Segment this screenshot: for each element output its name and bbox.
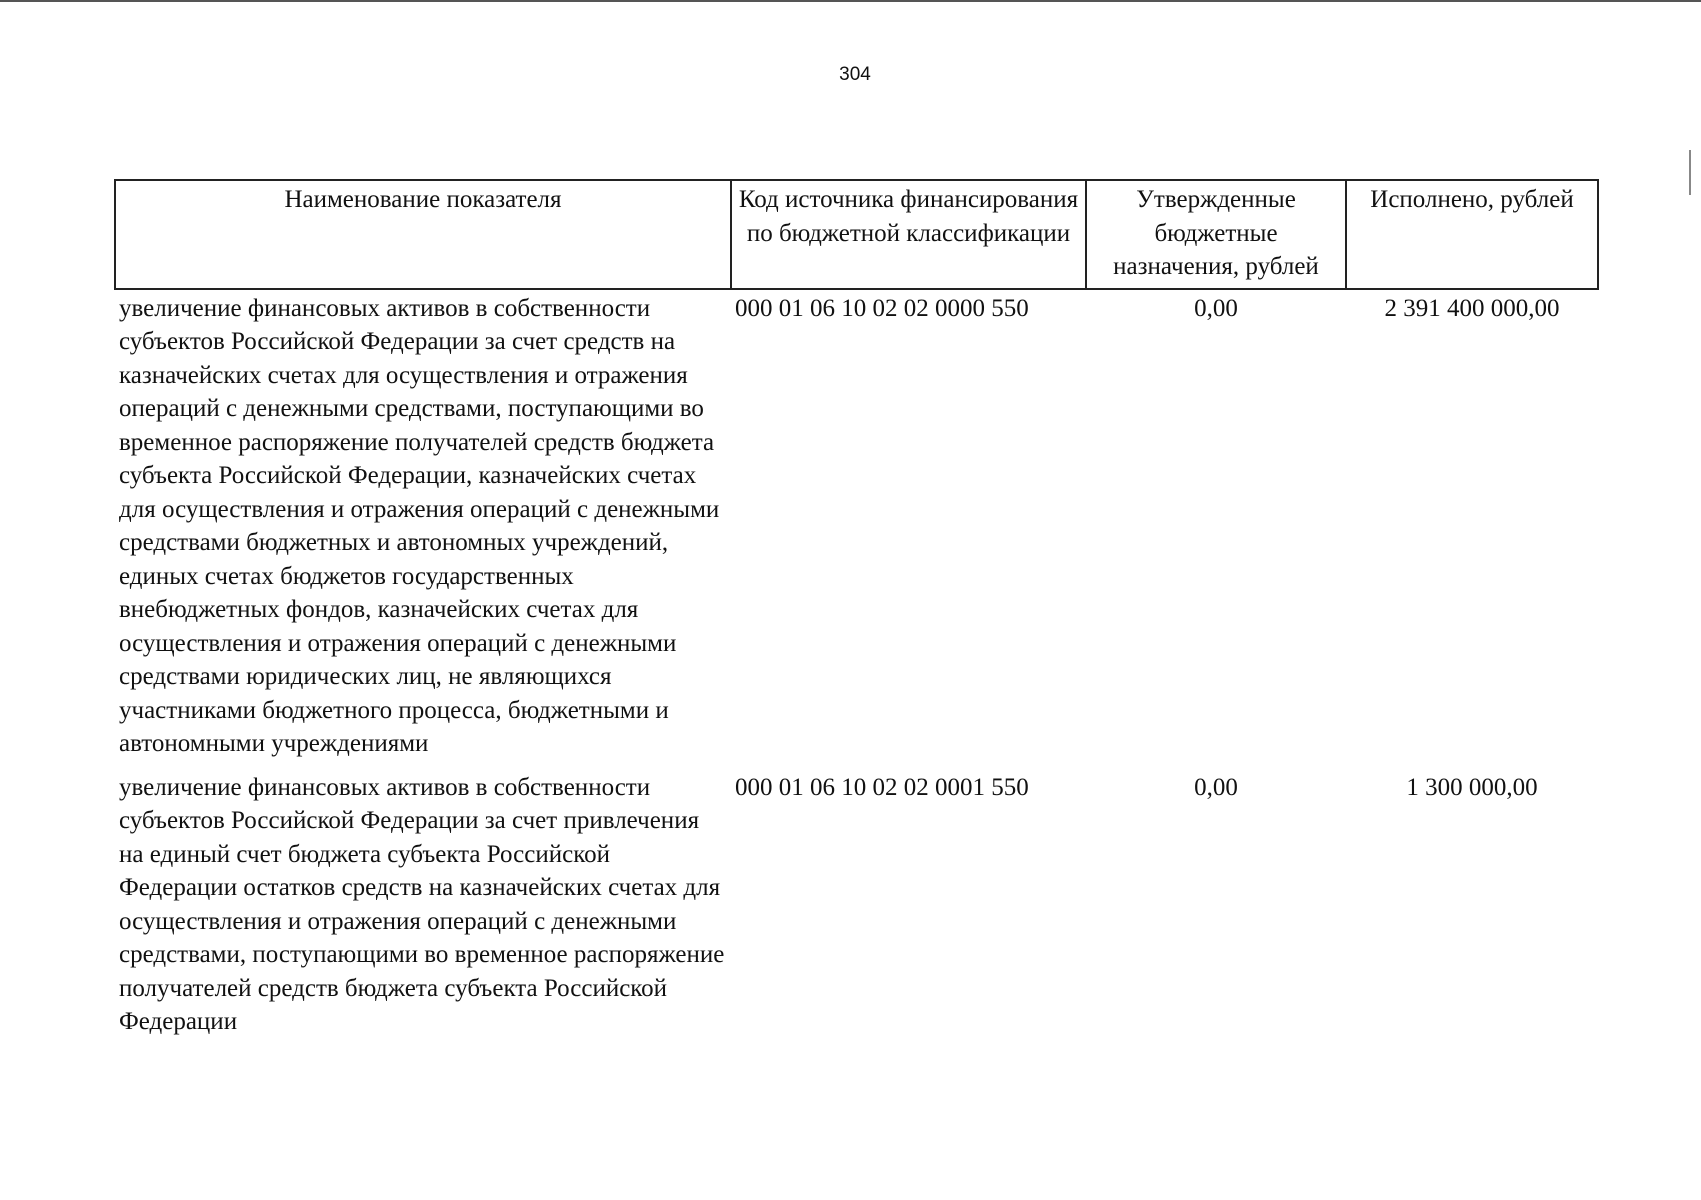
page-number: 304 — [839, 64, 871, 85]
executed-amount-cell: 1 300 000,00 — [1406, 773, 1538, 801]
table-row — [115, 289, 1598, 761]
table-header-row — [115, 180, 1598, 289]
header-source-code: Код источника финансирования по бюджетной классификации — [731, 180, 1086, 289]
header-indicator-name: Наименование показателя — [115, 180, 731, 289]
approved-amount-cell: 0,00 — [1194, 773, 1238, 801]
approved-amount-cell: 0,00 — [1194, 294, 1238, 322]
source-code-cell: 000 01 06 10 02 02 0000 550 — [735, 294, 1029, 322]
table-row — [115, 761, 1598, 1039]
indicator-name-cell: увеличение финансовых активов в собственности субъектов Российской Федерации за счет средств на казначейских счетах для осуществления и отражения операций с денежными средствами, поступающими во временное распоряжение получателей средств бюджета субъекта Российской Федерации, казначейских счетах для осуществления и отражения операций с денежными средствами бюджетных и автономных учреждений, единых счетах бюджетов государственных внебюджетных фондов, казначейских счетах для осуществления и отражения операций с денежными средствами юридических лиц, не являющихся участниками бюджетного процесса, бюджетными и автономными учреждениями — [119, 294, 720, 757]
indicator-name-cell: увеличение финансовых активов в собственности субъектов Российской Федерации за счет привлечения на единый счет бюджета субъекта Российской Федерации остатков средств на казначейских счетах для осуществления и отражения операций с денежными средствами, поступающими во временное распоряжение получателей средств бюджета субъекта Российской Федерации — [119, 773, 725, 1035]
executed-amount-cell: 2 391 400 000,00 — [1384, 294, 1560, 322]
header-executed-amount: Исполнено, рублей — [1346, 180, 1598, 289]
scan-edge-mark — [1689, 150, 1691, 195]
header-approved-amount: Утвержденные бюджетные назначения, рублей — [1086, 180, 1346, 289]
budget-sources-table — [114, 179, 1599, 1039]
top-border-line — [0, 0, 1701, 2]
source-code-cell: 000 01 06 10 02 02 0001 550 — [735, 773, 1029, 801]
